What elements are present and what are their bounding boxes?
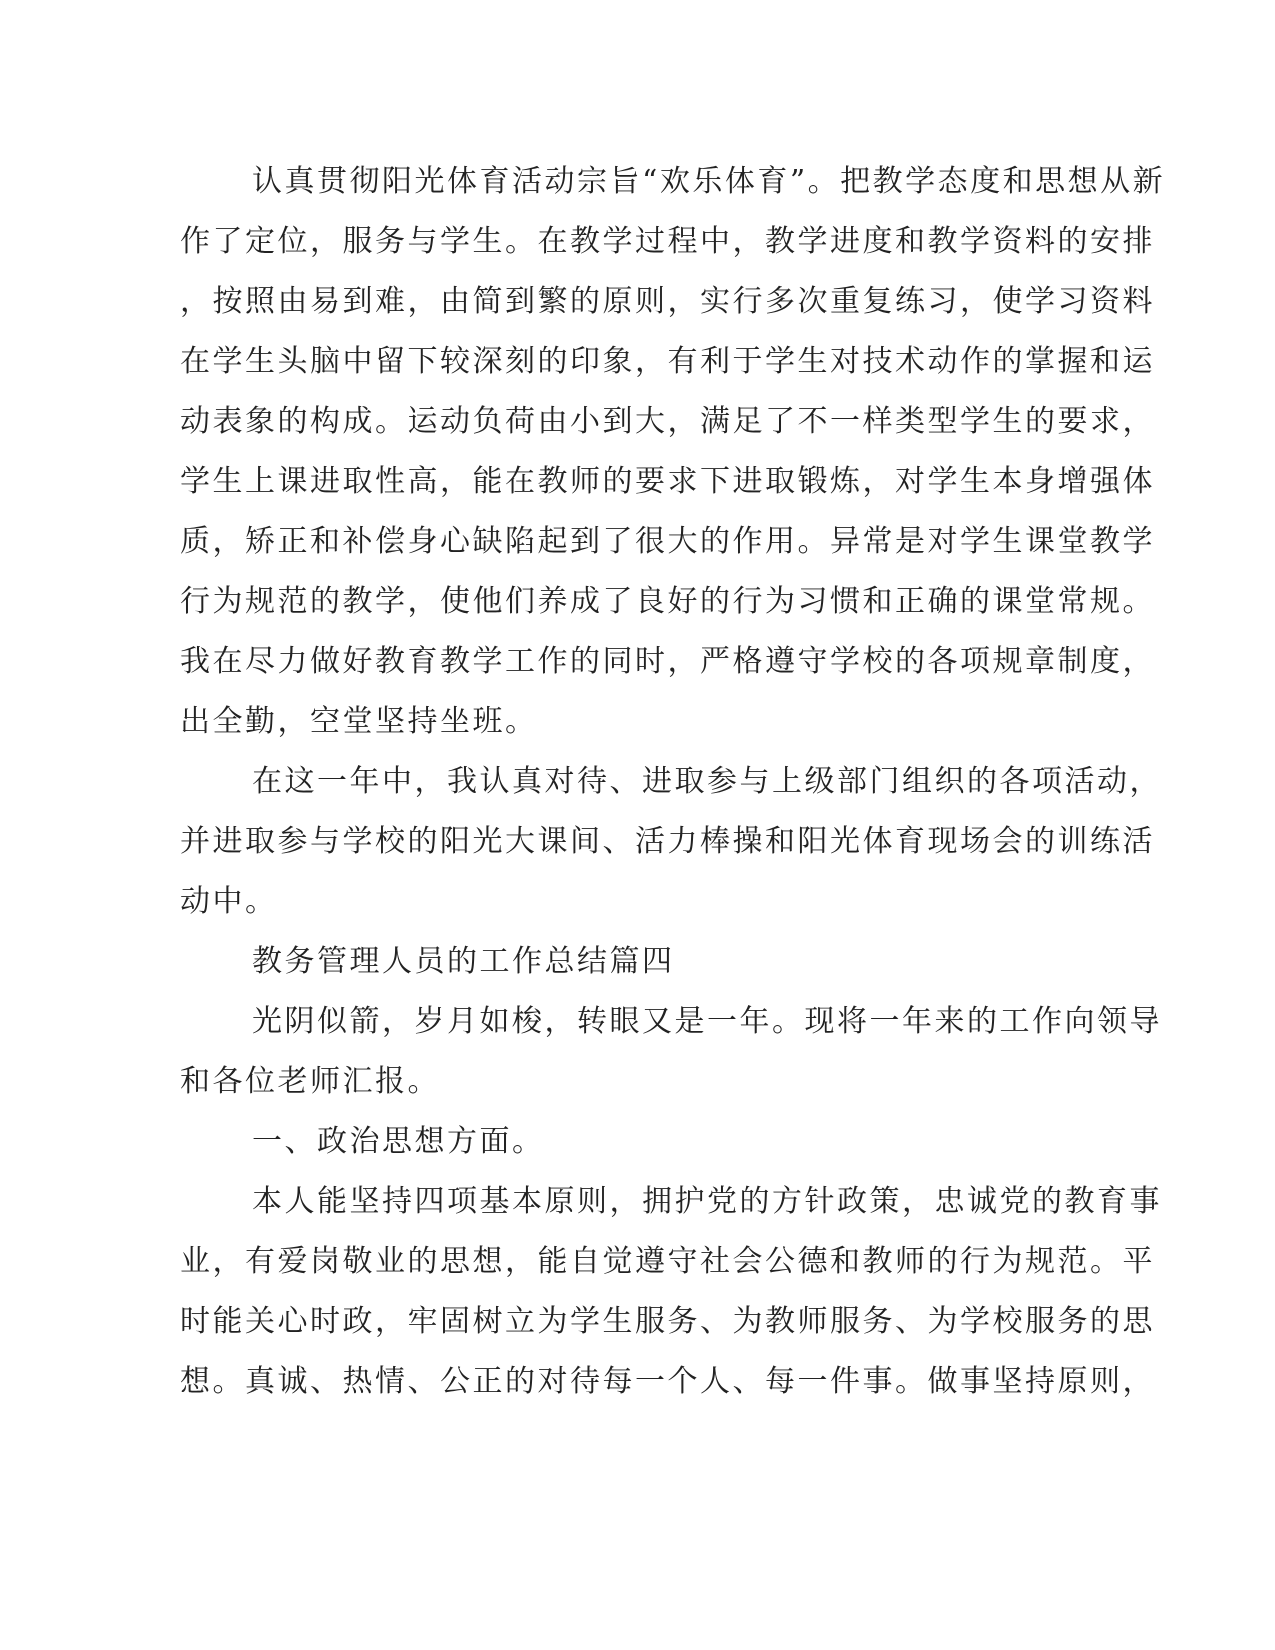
text-line: 时能关心时政，牢固树立为学生服务、为教师服务、为学校服务的思 xyxy=(180,1304,1155,1339)
text-line: 动中。 xyxy=(180,884,278,919)
text-line: 出全勤，空堂坚持坐班。 xyxy=(180,704,538,739)
section-heading: 教务管理人员的工作总结篇四 xyxy=(252,944,675,979)
text-line: 本人能坚持四项基本原则，拥护党的方针政策，忠诚党的教育事 xyxy=(252,1184,1162,1219)
text-line: 业，有爱岗敬业的思想，能自觉遵守社会公德和教师的行为规范。平 xyxy=(180,1244,1155,1279)
text-line: 作了定位，服务与学生。在教学过程中，教学进度和教学资料的安排 xyxy=(180,224,1155,259)
text-line: 动表象的构成。运动负荷由小到大，满足了不一样类型学生的要求， xyxy=(180,404,1155,439)
text-line: 在这一年中，我认真对待、进取参与上级部门组织的各项活动， xyxy=(252,764,1162,799)
text-line: 质，矫正和补偿身心缺陷起到了很大的作用。异常是对学生课堂教学 xyxy=(180,524,1155,559)
text-line: 并进取参与学校的阳光大课间、活力棒操和阳光体育现场会的训练活 xyxy=(180,824,1155,859)
text-line: ，按照由易到难，由简到繁的原则，实行多次重复练习，使学习资料 xyxy=(180,284,1155,319)
text-line: 想。真诚、热情、公正的对待每一个人、每一件事。做事坚持原则， xyxy=(180,1364,1155,1399)
text-line: 我在尽力做好教育教学工作的同时，严格遵守学校的各项规章制度， xyxy=(180,644,1155,679)
subsection-heading: 一、政治思想方面。 xyxy=(252,1124,545,1159)
text-line: 认真贯彻阳光体育活动宗旨“欢乐体育”。把教学态度和思想从新 xyxy=(252,164,1166,199)
text-line: 光阴似箭，岁月如梭，转眼又是一年。现将一年来的工作向领导 xyxy=(252,1004,1162,1039)
text-line: 和各位老师汇报。 xyxy=(180,1064,440,1099)
text-line: 在学生头脑中留下较深刻的印象，有利于学生对技术动作的掌握和运 xyxy=(180,344,1155,379)
text-line: 学生上课进取性高，能在教师的要求下进取锻炼，对学生本身增强体 xyxy=(180,464,1155,499)
text-line: 行为规范的教学，使他们养成了良好的行为习惯和正确的课堂常规。 xyxy=(180,584,1155,619)
